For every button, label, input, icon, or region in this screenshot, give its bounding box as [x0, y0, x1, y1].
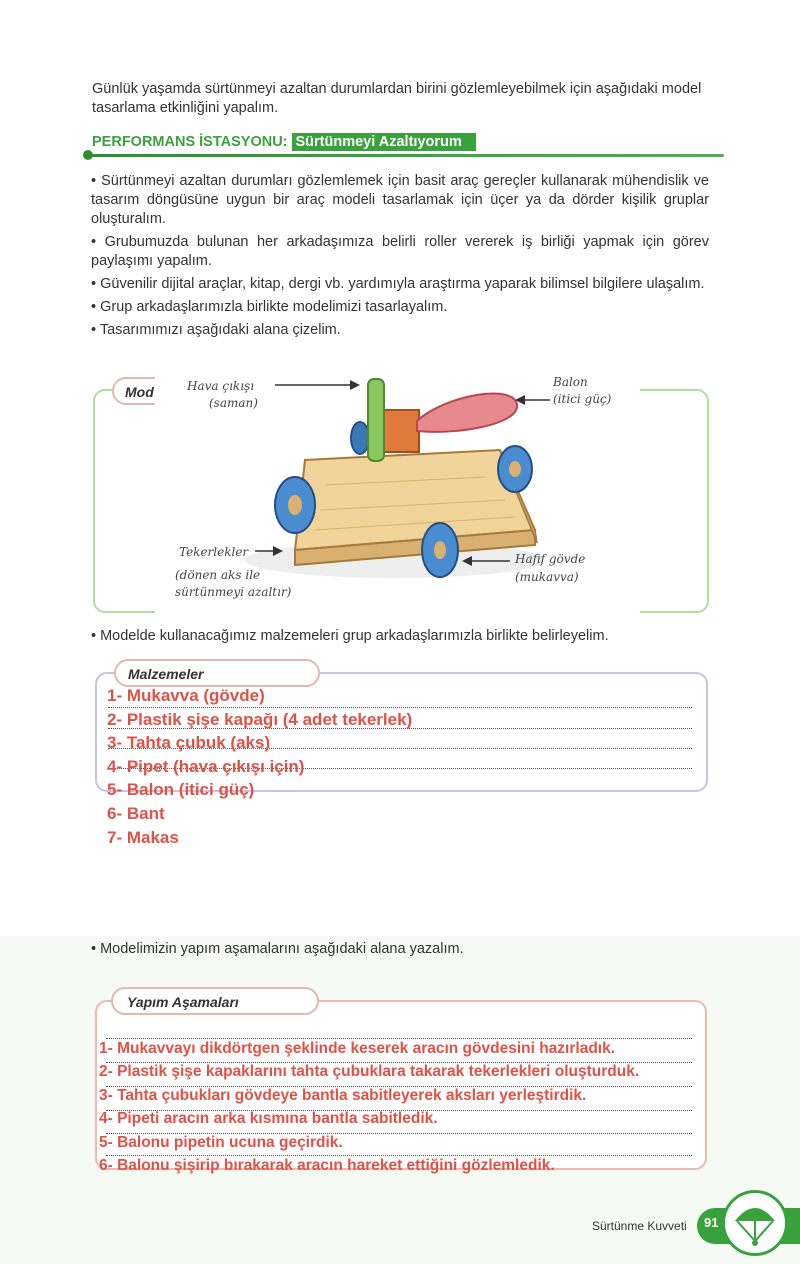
material-item: 7- Makas [107, 827, 179, 847]
label-wheels: Tekerlekler [179, 545, 249, 559]
parachute-icon [725, 1193, 785, 1253]
label-body: Hafif gövde [515, 552, 586, 566]
material-item: 4- Pipet (hava çıkışı için) [107, 756, 305, 776]
intro-paragraph: Günlük yaşamda sürtünmeyi azaltan durumlardan birini gözlemleyebilmek için aşağıdaki model tasarlama etkinliğini yapalım. [92, 81, 702, 116]
steps-intro: • Modelimizin yapım aşamalarını aşağıdaki alana yazalım. [91, 941, 464, 957]
step-item: 2- Plastik şişe kapaklarını tahta çubuklara takarak tekerlekleri oluşturduk. [99, 1063, 640, 1081]
material-item: 1- Mukavva (gövde) [107, 686, 265, 705]
steps-tab-label: Yapım Aşamaları [111, 987, 319, 1015]
bullet-item: • Sürtünmeyi azaltan durumları gözlemlemek için basit araç gereçler kullanarak mühendislik ve tasarım döngüsüne uygun bir araç modeli tasarlamak için üçer ya da dörder kişilik gruplar oluşturalım. [91, 173, 709, 227]
performance-title: Sürtünmeyi Azaltıyorum [292, 133, 476, 151]
section-underline [88, 154, 724, 157]
model-car-illustration [155, 365, 640, 615]
bullet-item: • Grup arkadaşlarımızla birlikte modelimizi tasarlayalım. [91, 299, 448, 315]
label-body-sub: (mukavva) [515, 570, 579, 584]
page-number: 91 [704, 1215, 719, 1230]
label-wheels-sub1: (dönen aks ile [175, 568, 261, 582]
label-wheels-sub2: sürtünmeyi azaltır) [175, 585, 292, 599]
instruction-bullets [91, 172, 709, 344]
publisher-logo [722, 1190, 788, 1256]
performance-label: PERFORMANS İSTASYONU: [92, 134, 288, 150]
material-item: 3- Tahta çubuk (aks) [107, 733, 271, 753]
bullet-item: • Tasarımımızı aşağıdaki alana çizelim. [91, 322, 341, 338]
step-item: 5- Balonu pipetin ucuna geçirdik. [99, 1133, 343, 1151]
label-air-outlet: Hava çıkışı [187, 379, 255, 393]
step-item: 1- Mukavvayı dikdörtgen şeklinde keserek aracın gövdesini hazırladık. [99, 1040, 616, 1057]
material-item: 2- Plastik şişe kapağı (4 adet tekerlek) [107, 709, 413, 729]
bullet-item: • Grubumuzda bulunan her arkadaşımıza belirli roller vererek iş birliği yapmak için görev paylaşımı yapalım. [91, 234, 709, 269]
label-air-outlet-sub: (saman) [209, 396, 258, 410]
steps-list [99, 1037, 639, 1177]
label-balloon: Balon [553, 375, 588, 389]
step-item: 6- Balonu şişirip bırakarak aracın hareket ettiğini gözlemledik. [99, 1157, 555, 1175]
material-item: 6- Bant [107, 803, 165, 823]
model-tab-label: Mod [112, 377, 202, 405]
materials-tab-label: Malzemeler [114, 659, 320, 687]
label-balloon-sub: (itici güç) [553, 392, 612, 406]
material-item: 5- Balon (itici güç) [107, 780, 255, 800]
materials-intro: • Modelde kullanacağımız malzemeleri grup arkadaşlarımızla birlikte belirleyelim. [91, 628, 609, 644]
step-item: 3- Tahta çubukları gövdeye bantla sabitleyerek aksları yerleştirdik. [99, 1086, 587, 1104]
step-item: 4- Pipeti aracın arka kısmına bantla sabitledik. [99, 1110, 438, 1128]
footer-section-title: Sürtünme Kuvveti [592, 1219, 687, 1233]
bullet-item: • Güvenilir dijital araçlar, kitap, dergi vb. yardımıyla araştırma yaparak bilimsel bilgilere ulaşalım. [91, 276, 705, 292]
materials-list [107, 684, 412, 849]
performance-station-heading [92, 133, 476, 153]
